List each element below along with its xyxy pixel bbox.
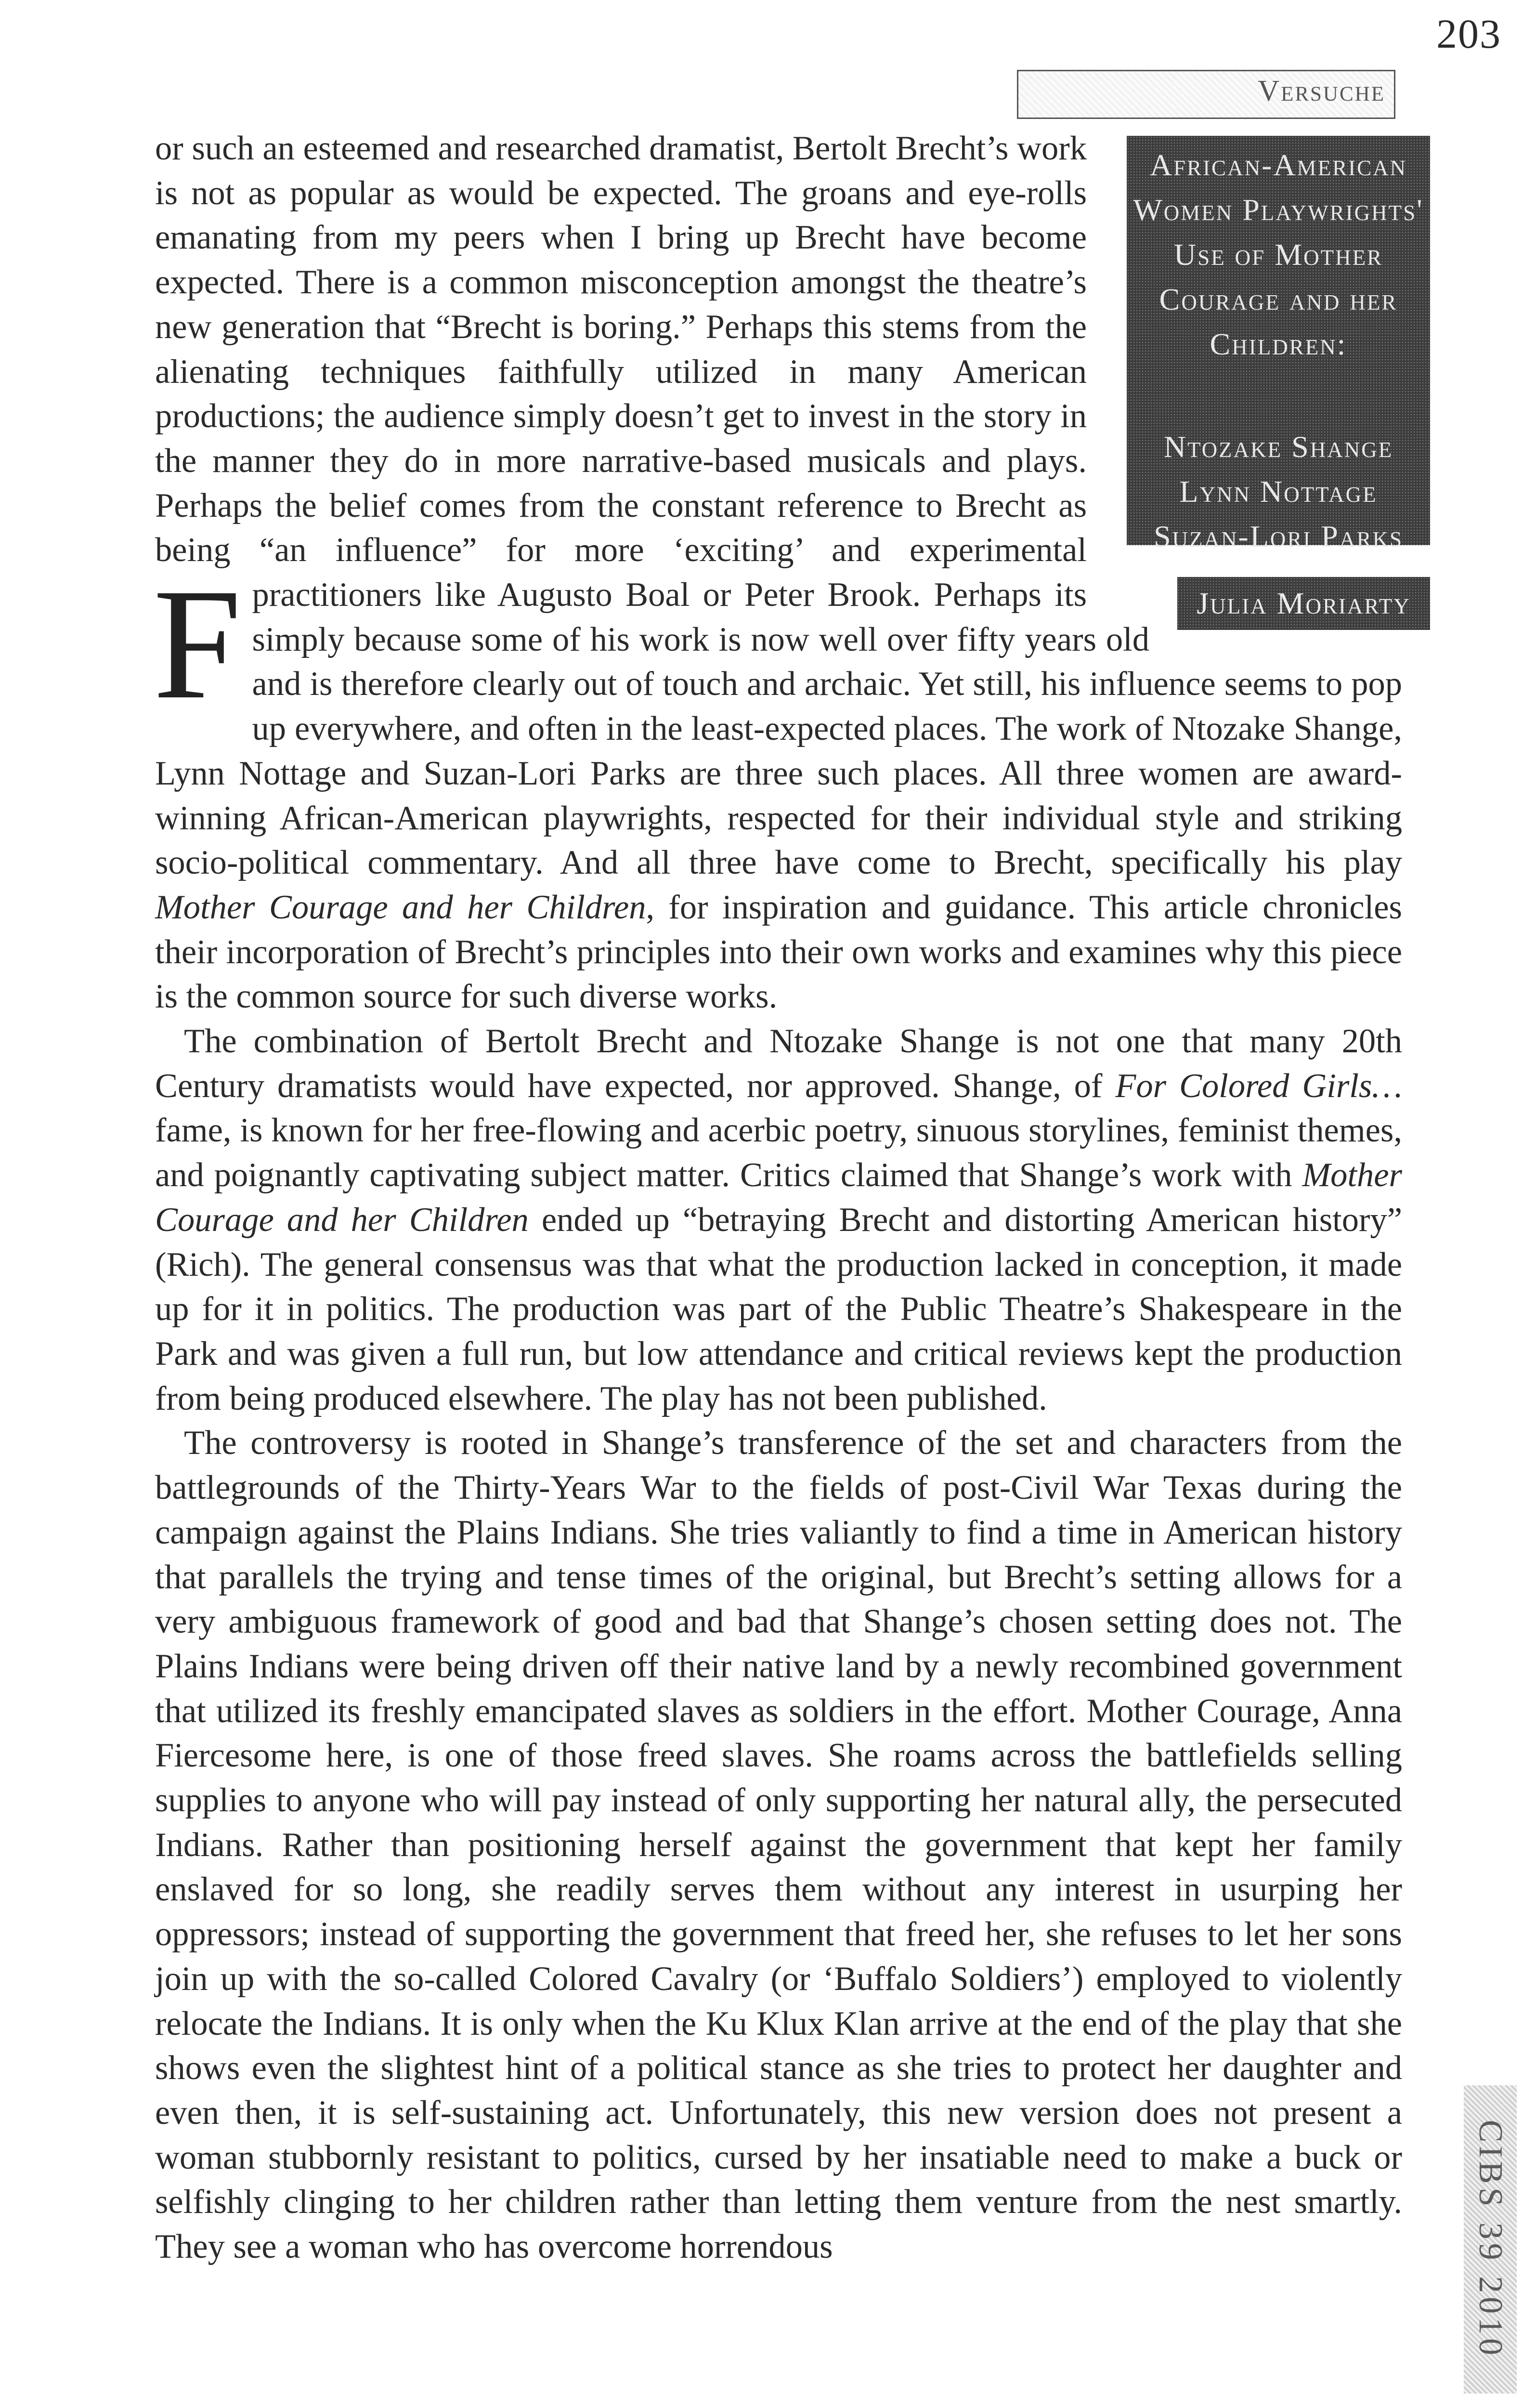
section-header-label: Versuche	[1258, 75, 1385, 107]
featured-playwright-2: Lynn Nottage	[1179, 474, 1378, 509]
paragraph-2: The combination of Bertolt Brecht and Ntozake Shange is not one that many 20th Century dramatists would have expected, nor approved. Shange, of For Colored Girls… fame, is known for her free-flowing and acerbic poetry, sinuous storylines, feminist themes, and poignantly captivating subject matter. Critics claimed that Shange’s work with Mother Courage and her Children ended up “betraying Brecht and distorting American history” (Rich). The general consensus was that what the production lacked in conception, it made up for it in politics. The production was part of the Public Theatre’s Shakespeare in the Park and was given a full run, but low attendance and critical reviews kept the production from being produced elsewhere. The play has not been published.	[155, 1022, 1402, 1417]
article-title: African-American Women Playwrights' Use of Mother Courage and her Children:	[1133, 148, 1424, 361]
featured-playwright-3: Suzan-Lori Parks	[1153, 519, 1404, 553]
article-body	[155, 126, 1402, 2269]
article-author: Julia Moriarty	[1177, 577, 1430, 630]
featured-playwright-1: Ntozake Shange	[1163, 430, 1393, 464]
drop-cap: F	[153, 556, 242, 732]
section-header-box	[1017, 70, 1395, 119]
page-number: 203	[1436, 11, 1501, 57]
journal-issue-label: CIBS 39 2010	[1472, 2120, 1509, 2359]
paragraph-3: The controversy is rooted in Shange’s transference of the set and characters from the battlegrounds of the Thirty-Years War to the fields of post-Civil War Texas during the campaign against the Plains Indians. She tries valiantly to find a time in American history that parallels the trying and tense times of the original, but Brecht’s setting allows for a very ambiguous framework of good and bad that Shange’s chosen setting does not. The Plains Indians were being driven off their native land by a newly recombined government that utilized its freshly emancipated slaves as soldiers in the effort. Mother Courage, Anna Fiercesome here, is one of those freed slaves. She roams across the battlefields selling supplies to anyone who will pay instead of only supporting her natural ally, the persecuted Indians. Rather than positioning herself against the government that kept her family enslaved for so long, she readily serves them without any interest in usurping her oppressors; instead of supporting the government that freed her, she refuses to let her sons join up with the so-called Colored Cavalry (or ‘Buffalo Soldiers’) employed to violently relocate the Indians. It is only when the Ku Klux Klan arrive at the end of the play that she shows even the slightest hint of a political stance as she tries to protect her daughter and even then, it is self-sustaining act. Unfortunately, this new version does not present a woman stubbornly resistant to politics, cursed by her insatiable need to make a buck or selfishly clinging to her children rather than letting them venture from the nest smartly. They see a woman who has overcome horrendous	[155, 1424, 1402, 2266]
paragraph-1: F or such an esteemed and researched dramatist, Bertolt Brecht’s work is not as popular as would be expected. The groans and eye-rolls emanating from my peers when I bring up Brecht have become expected. There is a common misconception amongst the theatre’s new generation that “Brecht is boring.” Perhaps this stems from the alienating techniques faithfully utilized in many American productions; the audience simply doesn’t get to invest in the story in the manner they do in more narrative-based musicals and plays. Perhaps the belief comes from the constant reference to Brecht as being “an influence” for more ‘exciting’ and experimental practitioners like Augusto Boal or Peter Brook. Perhaps its simply because some of his work is now well over fifty years old and is therefore clearly out of touch and archaic. Yet still, his influence seems to pop up everywhere, and often in the least-expected places. The work of Ntozake Shange, Lynn Nottage and Suzan-Lori Parks are three such places. All three women are award-winning African-American playwrights, respected for their individual style and striking socio-political commentary. And all three have come to Brecht, specifically his play Mother Courage and her Children, for inspiration and guidance. This article chronicles their incorporation of Brecht’s principles into their own works and examines why this piece is the common source for such diverse works.	[153, 130, 1402, 1016]
journal-side-tab	[1464, 2085, 1517, 2394]
